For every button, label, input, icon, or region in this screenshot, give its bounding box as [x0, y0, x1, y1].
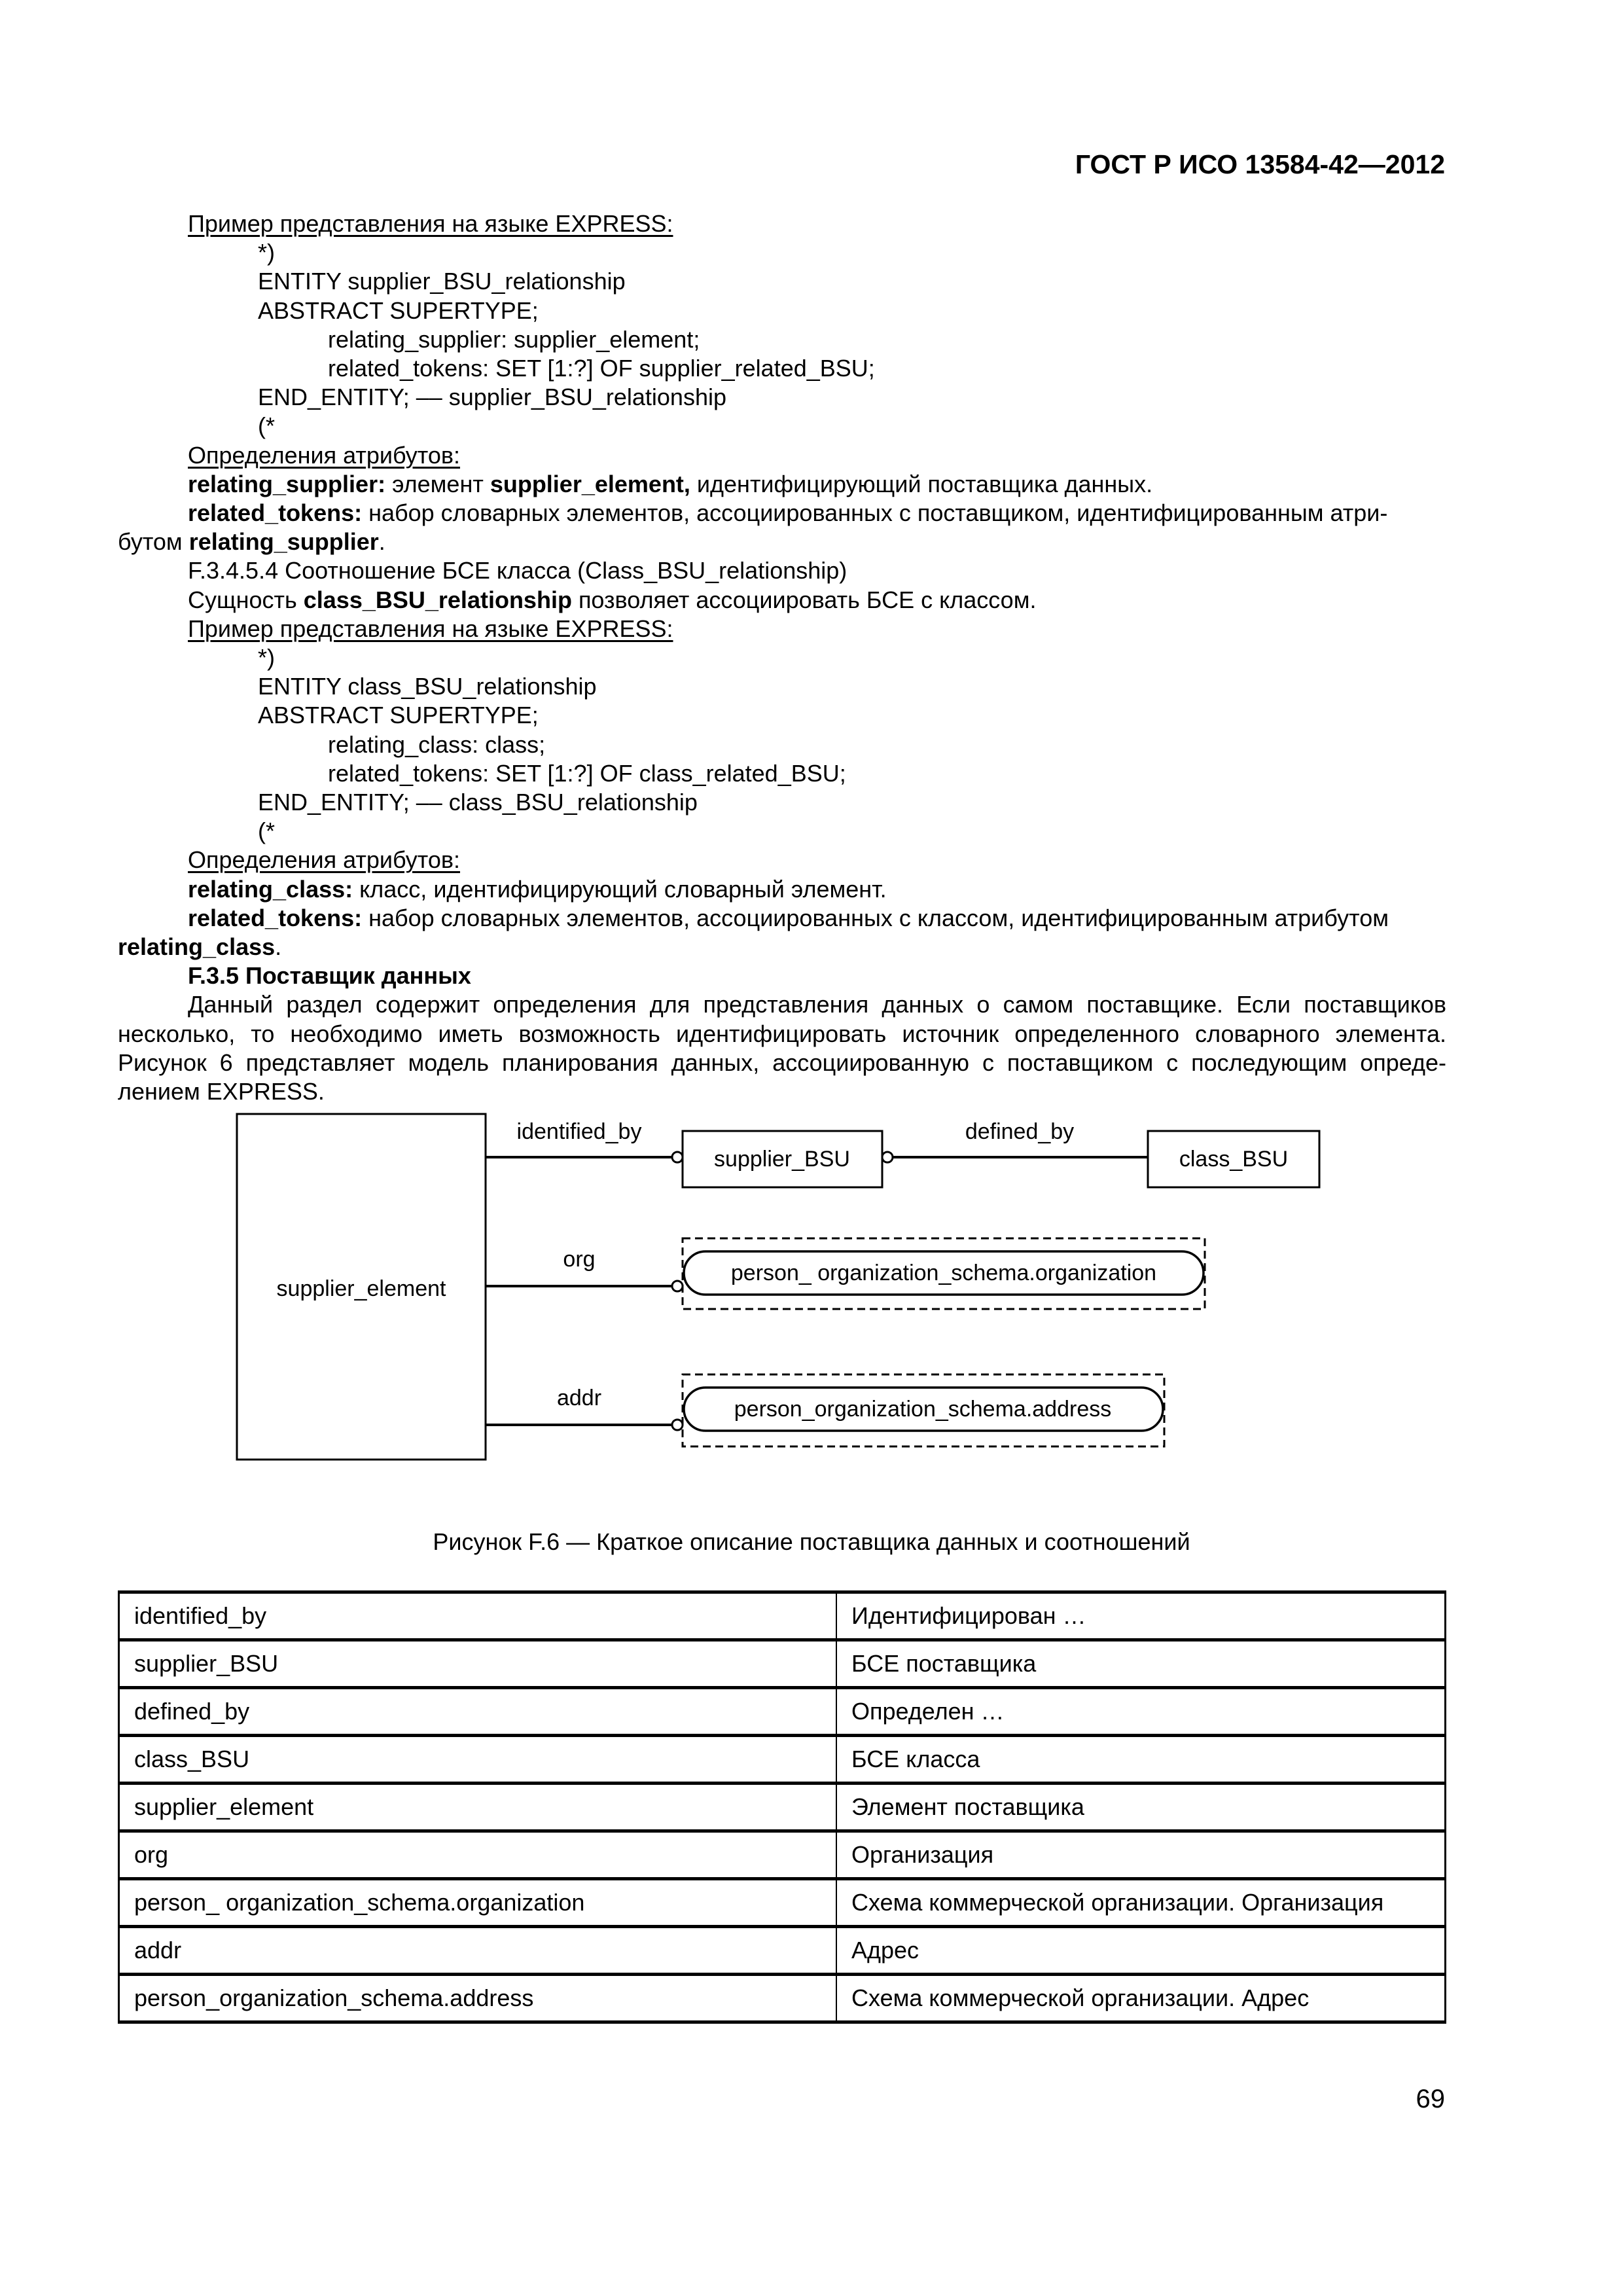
attr-text: бутом: [118, 528, 189, 556]
attr-definition: [118, 875, 1446, 904]
definitions-table: [118, 1590, 1446, 2024]
section-intro: [118, 586, 1446, 615]
entity-label: person_ organization_schema.organization: [730, 1261, 1157, 1285]
optional-circle-icon: [882, 1152, 893, 1162]
relation-label: addr: [556, 1386, 602, 1410]
relation-label: org: [563, 1247, 596, 1272]
code-line: END_ENTITY; –– supplier_BSU_relationship: [258, 384, 726, 411]
figure-caption: Рисунок F.6 — Краткое описание поставщика данных и соотношений: [433, 1528, 1190, 1555]
entity-label: supplier_BSU: [714, 1147, 850, 1172]
section-heading-text: F.3.5 Поставщик данных: [188, 962, 471, 990]
relation-org: [486, 1247, 683, 1291]
entity-class-bsu: [1148, 1131, 1319, 1187]
table-row: [119, 1640, 1446, 1688]
code-line: *): [258, 239, 275, 266]
attr-definition-cont: [118, 933, 1446, 961]
relation-defined-by: [882, 1119, 1148, 1162]
attr-text: класс, идентифицирующий словарный элемент.: [353, 875, 887, 903]
code-line: related_tokens: SET [1:?] OF class_related_BSU;: [328, 759, 846, 787]
table-row: [119, 1784, 1446, 1831]
term-cell: supplier_element: [119, 1784, 837, 1831]
code-line: END_ENTITY; –– class_BSU_relationship: [258, 789, 698, 816]
translation-cell: Идентифицирован …: [836, 1592, 1446, 1640]
translation-cell: БСЕ поставщика: [836, 1640, 1446, 1688]
data-model-diagram: [223, 1106, 1335, 1486]
term-cell: person_ organization_schema.organization: [119, 1879, 837, 1927]
term-cell: identified_by: [119, 1592, 837, 1640]
section-paragraph: Данный раздел содержит определения для представления данных о самом поставщике. Если поставщиков несколько, то необходимо иметь возможность идентифицировать источник определенного словарного элемента. Рисунок 6 представляет модель планирования данных, ассоциированную с поставщиком с последующим опреде-лением EXPRESS.: [118, 991, 1446, 1105]
attr-name: relating_class:: [188, 875, 353, 903]
attr-ref: supplier_element,: [490, 470, 690, 497]
table-row: [119, 1831, 1446, 1879]
code-line: relating_supplier: supplier_element;: [328, 325, 700, 353]
term-cell: supplier_BSU: [119, 1640, 837, 1688]
translation-cell: Схема коммерческой организации. Организация: [836, 1879, 1446, 1927]
document-standard-header: ГОСТ Р ИСО 13584-42—2012: [1075, 149, 1445, 179]
code-line: relating_class: class;: [328, 730, 546, 758]
page-number: 69: [1416, 2085, 1445, 2113]
table-row: [119, 1736, 1446, 1784]
attr-definitions-label: Определения атрибутов:: [188, 846, 461, 874]
attr-name: relating_supplier:: [188, 470, 386, 497]
attr-text: элемент: [385, 470, 490, 497]
entity-label: supplier_element: [276, 1276, 446, 1301]
translation-cell: Адрес: [836, 1927, 1446, 1975]
attr-text: идентифицирующий поставщика данных.: [690, 470, 1153, 497]
code-line: ENTITY class_BSU_relationship: [258, 673, 597, 700]
attr-definition-cont: [118, 528, 1446, 556]
relation-label: identified_by: [516, 1119, 642, 1144]
example-label: Пример представления на языке EXPRESS:: [188, 210, 673, 237]
code-line: ENTITY supplier_BSU_relationship: [258, 268, 626, 295]
term-cell: person_organization_schema.address: [119, 1975, 837, 2022]
attr-text: .: [378, 528, 385, 556]
intro-text: Сущность: [188, 586, 304, 613]
term-cell: defined_by: [119, 1688, 837, 1736]
term-cell: addr: [119, 1927, 837, 1975]
relation-addr: [486, 1386, 683, 1430]
translation-cell: БСЕ класса: [836, 1736, 1446, 1784]
translation-cell: Определен …: [836, 1688, 1446, 1736]
attr-text: .: [275, 933, 282, 961]
table-row: [119, 1927, 1446, 1975]
entity-address: [683, 1374, 1164, 1446]
section-heading: [118, 961, 1446, 990]
document-body: [118, 209, 1446, 1106]
code-line: (*: [258, 817, 275, 845]
table-row: [119, 1688, 1446, 1736]
optional-circle-icon: [672, 1420, 683, 1430]
optional-circle-icon: [672, 1281, 683, 1291]
table-row: [119, 1879, 1446, 1927]
attr-definitions-label: Определения атрибутов:: [188, 441, 461, 469]
example-label: Пример представления на языке EXPRESS:: [188, 615, 673, 642]
entity-label: person_organization_schema.address: [734, 1397, 1112, 1422]
term-cell: org: [119, 1831, 837, 1879]
attr-text: набор словарных элементов, ассоциированных с поставщиком, идентифицированным атри-: [362, 499, 1388, 527]
section-heading: F.3.4.5.4 Соотношение БСЕ класса (Class_BSU_relationship): [188, 557, 847, 584]
translation-cell: Схема коммерческой организации. Адрес: [836, 1975, 1446, 2022]
relation-label: defined_by: [965, 1119, 1075, 1144]
code-line: related_tokens: SET [1:?] OF supplier_related_BSU;: [328, 355, 875, 382]
attr-ref: relating_class: [118, 933, 276, 961]
code-line: *): [258, 644, 275, 672]
term-cell: class_BSU: [119, 1736, 837, 1784]
attr-definition: [118, 499, 1446, 528]
optional-circle-icon: [672, 1152, 683, 1162]
attr-definition: [118, 470, 1446, 499]
attr-definition: [118, 904, 1446, 933]
entity-organization: [683, 1238, 1205, 1309]
entity-supplier-element: [237, 1114, 486, 1460]
relation-identified-by: [486, 1119, 683, 1162]
attr-ref: relating_supplier: [188, 528, 379, 556]
code-line: ABSTRACT SUPERTYPE;: [258, 702, 539, 729]
entity-ref: class_BSU_relationship: [303, 586, 572, 613]
translation-cell: Организация: [836, 1831, 1446, 1879]
entity-label: class_BSU: [1179, 1147, 1289, 1172]
attr-text: набор словарных элементов, ассоциированных с классом, идентифицированным атрибутом: [362, 904, 1389, 931]
attr-name: related_tokens:: [188, 499, 363, 527]
translation-cell: Элемент поставщика: [836, 1784, 1446, 1831]
attr-name: related_tokens:: [188, 904, 363, 931]
code-line: (*: [258, 412, 275, 440]
entity-supplier-bsu: [683, 1131, 882, 1187]
table-row: [119, 1592, 1446, 1640]
code-line: ABSTRACT SUPERTYPE;: [258, 296, 539, 324]
intro-text: позволяет ассоциировать БСЕ с классом.: [571, 586, 1037, 613]
table-row: [119, 1975, 1446, 2022]
